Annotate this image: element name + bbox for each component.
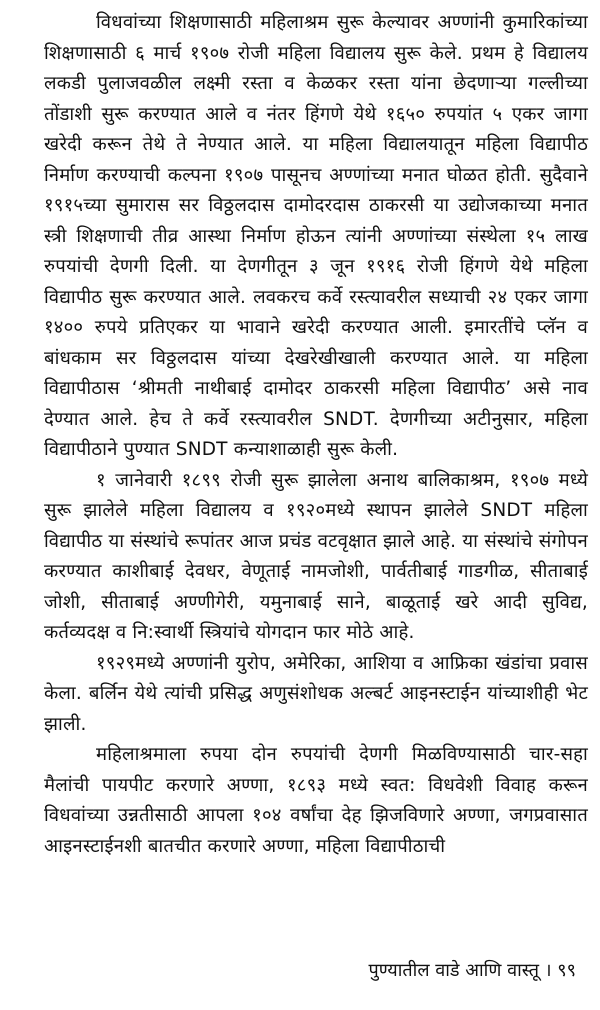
page-footer: पुण्यातील वाडे आणि वास्तू । ९९ xyxy=(368,960,576,981)
page-body xyxy=(44,8,588,862)
paragraph-2: १ जानेवारी १८९९ रोजी सुरू झालेला अनाथ बालिकाश्रम, १९०७ मध्ये सुरू झालेले महिला विद्यालय व १९२०मध्ये स्थापन झालेले SNDT महिला विद्यापीठ या संस्थांचे रूपांतर आज प्रचंड वटवृक्षात झाले आहे. या संस्थांचे संगोपन करण्यात काशीबाई देवधर, वेणूताई नामजोशी, पार्वतीबाई गाडगीळ, सीताबाई जोशी, सीताबाई अण्णीगेरी, यमुनाबाई साने, बाळूताई खरे आदी सुविद्य, कर्तव्यदक्ष व नि:स्वार्थी स्त्रियांचे योगदान फार मोठे आहे. xyxy=(44,469,588,643)
paragraph-3: १९२९मध्ये अण्णांनी युरोप, अमेरिका, आशिया व आफ्रिका खंडांचा प्रवास केला. बर्लिन येथे त्यांची प्रसिद्ध अणुसंशोधक अल्बर्ट आइनस्टाईन यांच्याशीही भेट झाली. xyxy=(44,652,588,735)
paragraph-1: विधवांच्या शिक्षणासाठी महिलाश्रम सुरू केल्यावर अण्णांनी कुमारिकांच्या शिक्षणासाठी ६ मार्च १९०७ रोजी महिला विद्यालय सुरू केले. प्रथम हे विद्यालय लकडी पुलाजवळील लक्ष्मी रस्ता व केळकर रस्ता यांना छेदणाऱ्या गल्लीच्या तोंडाशी सुरू करण्यात आले व नंतर हिंगणे येथे १६५० रुपयांत ५ एकर जागा खरेदी करून तेथे ते नेण्यात आले. या महिला विद्यालयातून महिला विद्यापीठ निर्माण करण्याची कल्पना १९०७ पासूनच अण्णांच्या मनात घोळत होती. सुदैवाने १९१५च्या सुमारास सर विठ्ठलदास दामोदरदास ठाकरसी या उद्योजकाच्या मनात स्त्री शिक्षणाची तीव्र आस्था निर्माण होऊन त्यांनी अण्णांच्या संस्थेला १५ लाख रुपयांची देणगी दिली. या देणगीतून ३ जून १९१६ रोजी हिंगणे येथे महिला विद्यापीठ सुरू करण्यात आले. लवकरच कर्वे रस्त्यावरील सध्याची २४ एकर जागा १४०० रुपये प्रतिएकर या भावाने खरेदी करण्यात आली. इमारतींचे प्लॅन व बांधकाम सर विठ्ठलदास यांच्या देखरेखीखाली करण्यात आले. या महिला विद्यापीठास ‘श्रीमती नाथीबाई दामोदर ठाकरसी महिला विद्यापीठ’ असे नाव देण्यात आले. हेच ते कर्वे रस्त्यावरील SNDT. देणगीच्या अटीनुसार, महिला विद्यापीठाने पुण्यात SNDT कन्याशाळाही सुरू केली. xyxy=(44,12,588,460)
paragraph-4: महिलाश्रमाला रुपया दोन रुपयांची देणगी मिळविण्यासाठी चार-सहा मैलांची पायपीट करणारे अण्णा, १८९३ मध्ये स्वत: विधवेशी विवाह करून विधवांच्या उन्नतीसाठी आपला १०४ वर्षांचा देह झिजविणारे अण्णा, जगप्रवासात आइनस्टाईनशी बातचीत करणारे अण्णा, महिला विद्यापीठाची xyxy=(44,744,588,857)
